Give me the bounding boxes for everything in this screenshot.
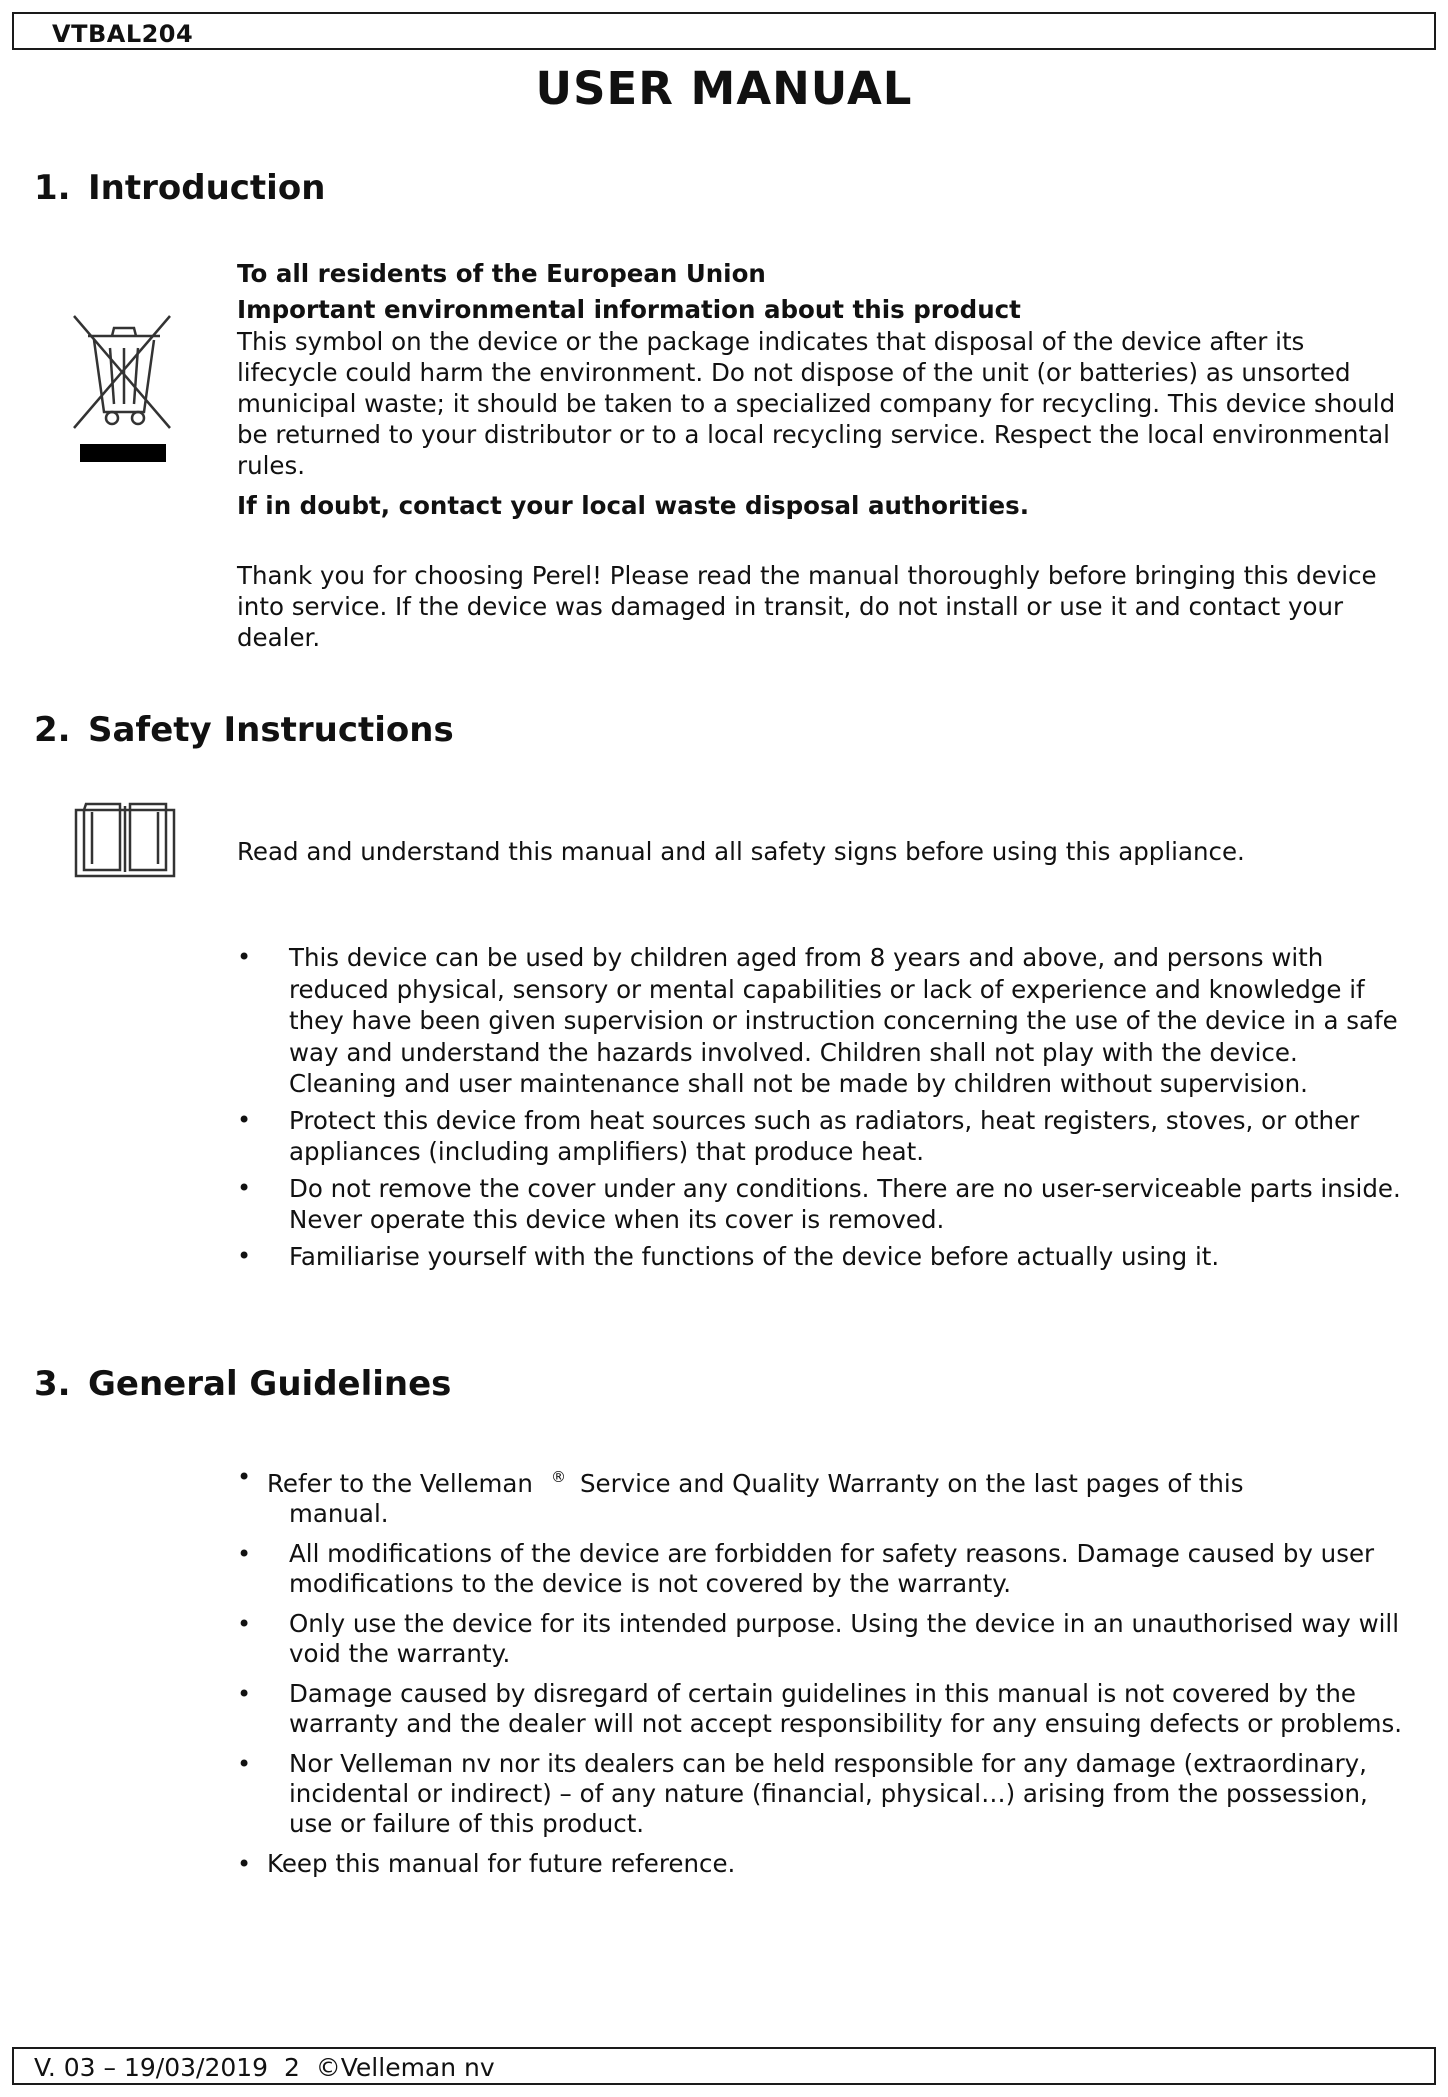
model-code: VTBAL204 — [52, 20, 194, 48]
thank-you-text: Thank you for choosing Perel! Please read the manual thoroughly before bringing this device into service. If the device was damaged in transit, do not install or use it and contact your dealer. — [237, 561, 1377, 652]
section-number: 2. — [34, 710, 71, 750]
guidelines-bullet-list — [237, 1462, 1407, 1879]
list-item — [237, 1462, 1407, 1529]
header-bar — [12, 12, 1436, 50]
waste-disposal-note: If in doubt, contact your local waste disposal authorities. — [237, 491, 1030, 520]
section-heading-introduction — [34, 168, 325, 208]
environmental-info-heading: Important environmental information about this product — [237, 295, 1021, 324]
list-item: • Nor Velleman nv nor its dealers can be held responsible for any damage (extraordinary, incidental or indirect) – of any nature (financial, physical…) arising from the possession, use or failure of this product. — [237, 1749, 1407, 1839]
warranty-ref-rest: manual. — [289, 1499, 389, 1528]
list-item: • Familiarise yourself with the functions of the device before actually using it. — [237, 1241, 1407, 1273]
safety-bullet-list — [237, 942, 1407, 1272]
weee-crossed-bin-icon — [70, 312, 174, 476]
warranty-ref-prefix: Refer to the Velleman — [267, 1469, 533, 1498]
registered-mark: ® — [550, 1468, 566, 1486]
read-manual-instruction: Read and understand this manual and all safety signs before using this appliance. — [237, 837, 1245, 866]
section-title: General Guidelines — [88, 1364, 452, 1404]
section-heading-safety — [34, 710, 454, 750]
footer-version-text: V. 03 – 19/03/2019 2 ©Velleman nv — [34, 2053, 495, 2082]
list-item: • Do not remove the cover under any conditions. There are no user-serviceable parts inside. Never operate this device when its cover is removed. — [237, 1173, 1407, 1236]
section-title: Safety Instructions — [88, 710, 454, 750]
list-item: • Damage caused by disregard of certain guidelines in this manual is not covered by the warranty and the dealer will not accept responsibility for any ensuing defects or problems. — [237, 1679, 1407, 1739]
list-item: • All modifications of the device are forbidden for safety reasons. Damage caused by user modifications to the device is not covered by the warranty. — [237, 1539, 1407, 1599]
list-item: • Protect this device from heat sources such as radiators, heat registers, stoves, or other appliances (including amplifiers) that produce heat. — [237, 1105, 1407, 1168]
eu-residents-heading: To all residents of the European Union — [237, 259, 766, 288]
environmental-info-body: This symbol on the device or the package indicates that disposal of the device after its lifecycle could harm the environment. Do not dispose of the unit (or batteries) as unsorted municipal waste; it should be taken to a specialized company for recycling. This device should be returned to your distributor or to a local recycling service. Respect the local environmental rules. — [237, 327, 1396, 480]
list-item: • Keep this manual for future reference. — [237, 1849, 1407, 1879]
read-manual-book-icon — [74, 800, 176, 884]
section-number: 1. — [34, 168, 71, 208]
section-heading-guidelines — [34, 1364, 451, 1404]
list-item: • Only use the device for its intended purpose. Using the device in an unauthorised way will void the warranty. — [237, 1609, 1407, 1669]
section-number: 3. — [34, 1364, 71, 1404]
list-item: • This device can be used by children aged from 8 years and above, and persons with reduced physical, sensory or mental capabilities or lack of experience and knowledge if they have been given supervision or instruction concerning the use of the device in a safe way and understand the hazards involved. Children shall not play with the device. Cleaning and user maintenance shall not be made by children without supervision. — [237, 942, 1407, 1100]
warranty-ref-suffix: Service and Quality Warranty on the last pages of this — [579, 1469, 1244, 1498]
document-title: USER MANUAL — [535, 62, 913, 115]
section-title: Introduction — [88, 168, 326, 208]
footer-bar — [12, 2047, 1436, 2085]
